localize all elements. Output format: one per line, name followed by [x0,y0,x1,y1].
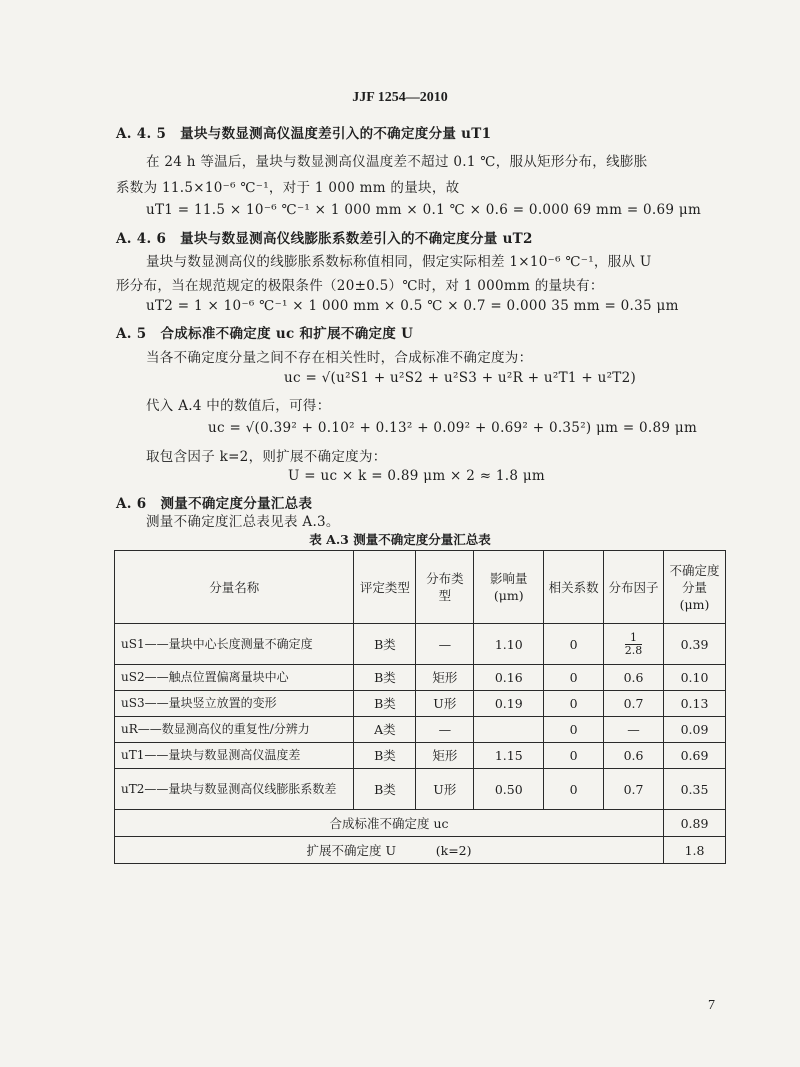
eval-type: B类 [354,743,416,769]
page-number: 7 [708,998,715,1013]
component-name: uS2——触点位置偏离量块中心 [115,665,354,691]
equation: uT2 = 1 × 10⁻⁶ ℃⁻¹ × 1 000 mm × 0.5 ℃ × 0.7 = 0.000 35 mm = 0.35 μm [146,298,679,314]
column-header: 分布类型 [416,551,474,624]
distribution-factor: 0.6 [604,665,664,691]
section-a46-heading [116,227,533,247]
paragraph: 当各不确定度分量之间不存在相关性时，合成标准不确定度为： [146,350,533,366]
eval-type: B类 [354,769,416,810]
eval-type: B类 [354,624,416,665]
distribution-type: — [416,717,474,743]
table-row [115,624,726,665]
table-row [115,769,726,810]
influence-value: 0.16 [474,665,544,691]
section-a45-heading [116,122,491,142]
fraction-numerator: 1 [630,630,638,644]
eval-type: B类 [354,665,416,691]
influence-value: 0.50 [474,769,544,810]
expanded-uncertainty-value: 1.8 [664,837,726,864]
paragraph: 代入 A.4 中的数值后，可得： [146,398,331,414]
column-header: 影响量 (μm) [474,551,544,624]
distribution-factor: 0.7 [604,769,664,810]
paragraph: 形分布，当在规范规定的极限条件（20±0.5）℃时，对 1 000mm 的量块有： [116,278,604,294]
section-title: 量块与数显测高仪线膨胀系数差引入的不确定度分量 uT2 [180,231,533,247]
expanded-uncertainty-label: 扩展不确定度 U (k=2) [115,837,664,864]
combined-uncertainty-value: 0.89 [664,810,726,837]
influence-value: 0.19 [474,691,544,717]
distribution-factor: 0.7 [604,691,664,717]
correlation: 0 [544,769,604,810]
component-name: uT2——量块与数显测高仪线膨胀系数差 [115,769,354,810]
component-name: uS3——量块竖立放置的变形 [115,691,354,717]
table-row [115,691,726,717]
distribution-factor [604,624,664,665]
uncertainty-summary-table [114,550,726,864]
uncertainty-component: 0.69 [664,743,726,769]
distribution-type: 矩形 [416,743,474,769]
eval-type: B类 [354,691,416,717]
correlation: 0 [544,717,604,743]
section-number: A. 4. 6 [116,231,167,247]
distribution-type: U形 [416,691,474,717]
paragraph: 系数为 11.5×10⁻⁶ ℃⁻¹，对于 1 000 mm 的量块，故 [116,180,460,196]
influence-value [474,717,544,743]
paragraph: 取包含因子 k=2，则扩展不确定度为： [146,449,387,465]
component-name: uT1——量块与数显测高仪温度差 [115,743,354,769]
column-header: 不确定度分量 (μm) [664,551,726,624]
equation: U = uc × k = 0.89 μm × 2 ≈ 1.8 μm [288,468,546,484]
eval-type: A类 [354,717,416,743]
section-a6-heading [116,492,312,512]
table-row [115,717,726,743]
correlation: 0 [544,665,604,691]
uncertainty-component: 0.09 [664,717,726,743]
component-name: uS1——量块中心长度测量不确定度 [115,624,354,665]
section-a5-heading [116,322,413,342]
paragraph: 在 24 h 等温后，量块与数显测高仪温度差不超过 0.1 ℃，服从矩形分布，线膨胀 [146,154,648,170]
distribution-type: — [416,624,474,665]
expanded-uncertainty-row [115,837,726,864]
distribution-type: 矩形 [416,665,474,691]
distribution-type: U形 [416,769,474,810]
correlation: 0 [544,743,604,769]
combined-uncertainty-label: 合成标准不确定度 uc [115,810,664,837]
equation: uc = √(0.39² + 0.10² + 0.13² + 0.09² + 0.69² + 0.35²) μm = 0.89 μm [208,420,698,436]
correlation: 0 [544,691,604,717]
section-title: 合成标准不确定度 uc 和扩展不确定度 U [160,326,414,342]
column-header: 相关系数 [544,551,604,624]
paragraph: 测量不确定度汇总表见表 A.3。 [146,514,340,530]
column-header: 评定类型 [354,551,416,624]
influence-value: 1.10 [474,624,544,665]
section-number: A. 4. 5 [116,126,167,142]
uncertainty-component: 0.13 [664,691,726,717]
component-name: uR——数显测高仪的重复性/分辨力 [115,717,354,743]
combined-uncertainty-row [115,810,726,837]
influence-value: 1.15 [474,743,544,769]
uncertainty-component: 0.35 [664,769,726,810]
column-header: 分布因子 [604,551,664,624]
table-row [115,743,726,769]
table-header-row [115,551,726,624]
section-number: A. 5 [116,326,147,342]
fraction [625,632,643,657]
column-header: 分量名称 [115,551,354,624]
distribution-factor: 0.6 [604,743,664,769]
paragraph: 量块与数显测高仪的线膨胀系数标称值相同，假定实际相差 1×10⁻⁶ ℃⁻¹，服从 U [146,254,652,270]
table-caption: 表 A.3 测量不确定度分量汇总表 [309,532,491,547]
section-title: 量块与数显测高仪温度差引入的不确定度分量 uT1 [180,126,492,142]
fraction-denominator: 2.8 [624,643,643,657]
section-number: A. 6 [116,496,147,512]
uncertainty-component: 0.10 [664,665,726,691]
section-title: 测量不确定度分量汇总表 [160,496,313,512]
equation: uT1 = 11.5 × 10⁻⁶ ℃⁻¹ × 1 000 mm × 0.1 ℃ × 0.6 = 0.000 69 mm = 0.69 μm [146,202,702,218]
table-row [115,665,726,691]
uncertainty-component: 0.39 [664,624,726,665]
equation: uc = √(u²S1 + u²S2 + u²S3 + u²R + u²T1 + u²T2) [284,370,637,386]
correlation: 0 [544,624,604,665]
document-header: JJF 1254—2010 [352,90,448,105]
distribution-factor: — [604,717,664,743]
